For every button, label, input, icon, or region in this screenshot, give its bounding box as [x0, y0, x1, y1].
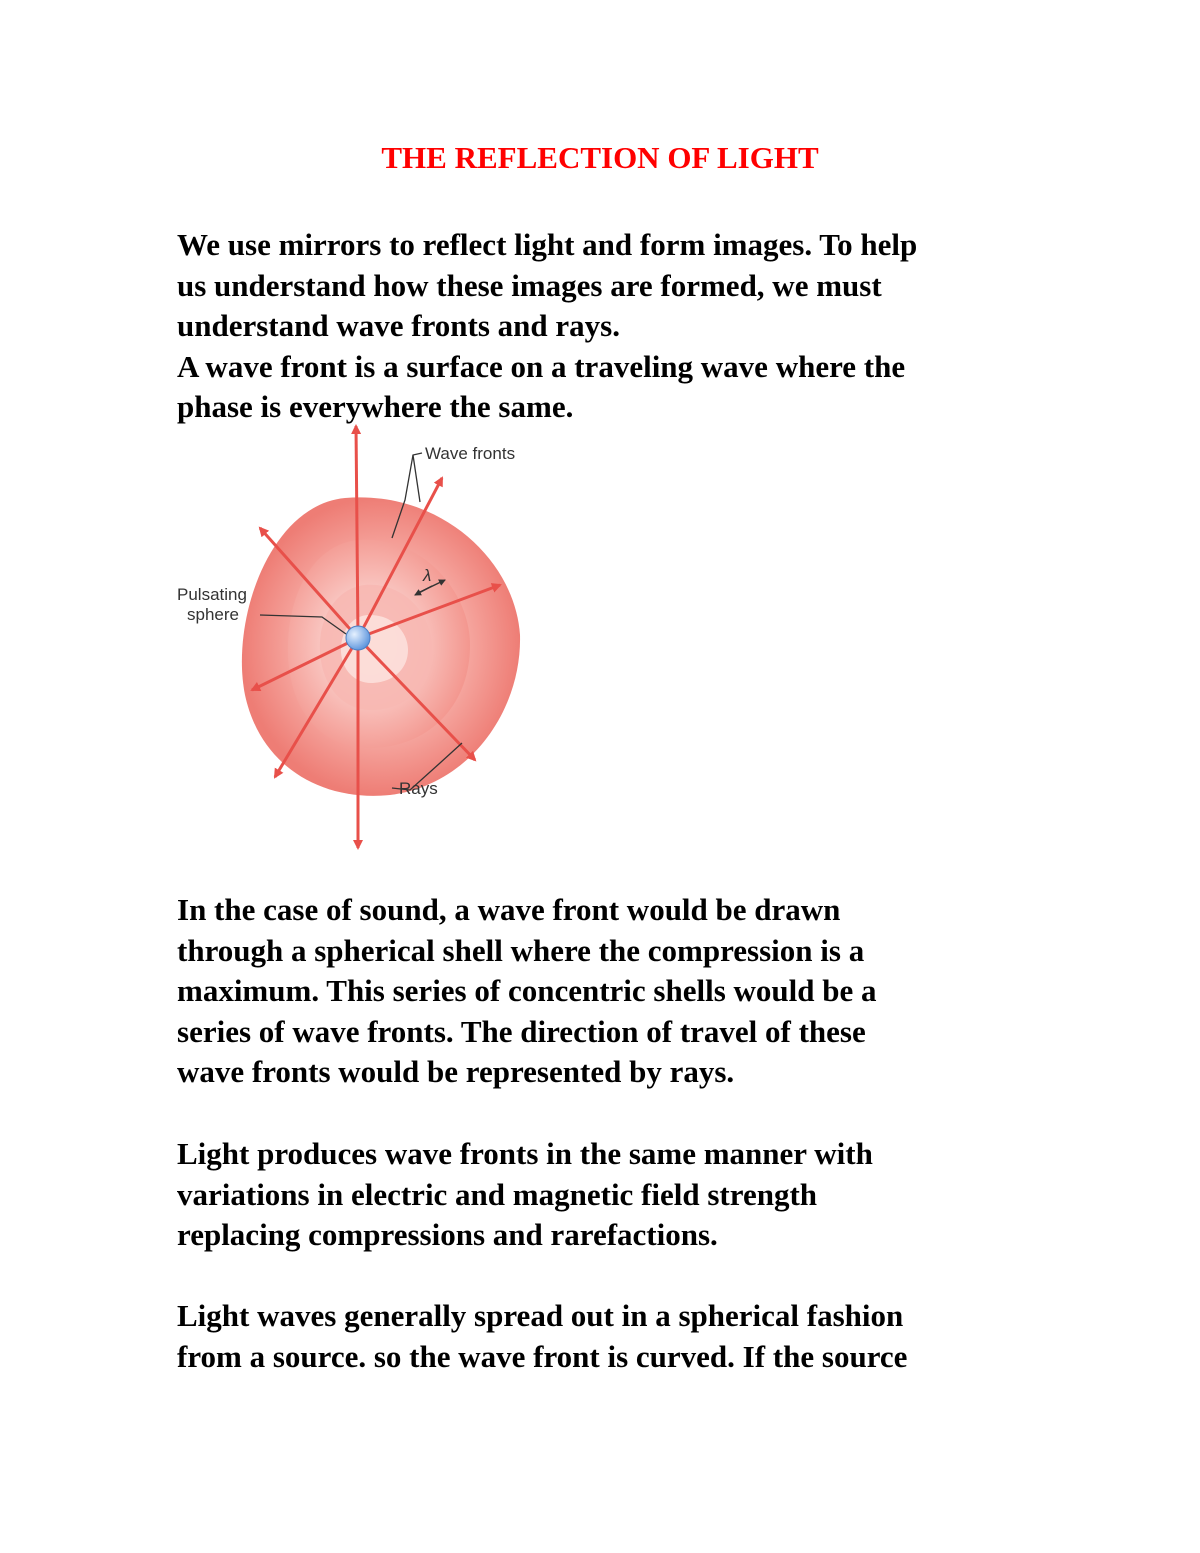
text-line: phase is everywhere the same.: [177, 389, 574, 425]
text-line: maximum. This series of concentric shells would be a: [177, 973, 877, 1009]
wave-front-figure: [170, 420, 550, 855]
text-line: us understand how these images are formed, we must: [177, 267, 882, 303]
wave-fronts-label: Wave fronts: [425, 444, 516, 463]
spread-paragraph: [177, 1296, 1057, 1377]
intro-paragraph: [177, 225, 1057, 428]
page-title: THE REFLECTION OF LIGHT: [381, 140, 819, 175]
rays-label: Rays: [399, 779, 438, 798]
text-line: We use mirrors to reflect light and form images. To help: [177, 227, 918, 262]
text-line: wave fronts would be represented by rays.: [177, 1054, 735, 1090]
text-line: series of wave fronts. The direction of travel of these: [177, 1013, 866, 1049]
text-line: A wave front is a surface on a traveling wave where the: [177, 348, 906, 384]
wavelength-label: λ: [423, 566, 432, 585]
pulsating-label: Pulsating: [177, 585, 247, 604]
wave-front-diagram: [170, 420, 550, 855]
text-line: Light waves generally spread out in a spherical fashion: [177, 1298, 904, 1333]
text-line: Light produces wave fronts in the same manner with: [177, 1136, 873, 1171]
light-paragraph: [177, 1134, 1057, 1256]
pulsating-sphere: [346, 626, 370, 650]
text-line: In the case of sound, a wave front would be drawn: [177, 892, 841, 927]
sphere-label: sphere: [187, 605, 239, 624]
text-line: through a spherical shell where the compression is a: [177, 932, 865, 968]
text-line: understand wave fronts and rays.: [177, 308, 620, 344]
sound-paragraph: [177, 890, 1057, 1093]
ray-up: [356, 426, 358, 638]
text-line: replacing compressions and rarefactions.: [177, 1217, 718, 1253]
text-line: from a source. so the wave front is curved. If the source: [177, 1338, 908, 1374]
text-line: variations in electric and magnetic field strength: [177, 1176, 818, 1212]
